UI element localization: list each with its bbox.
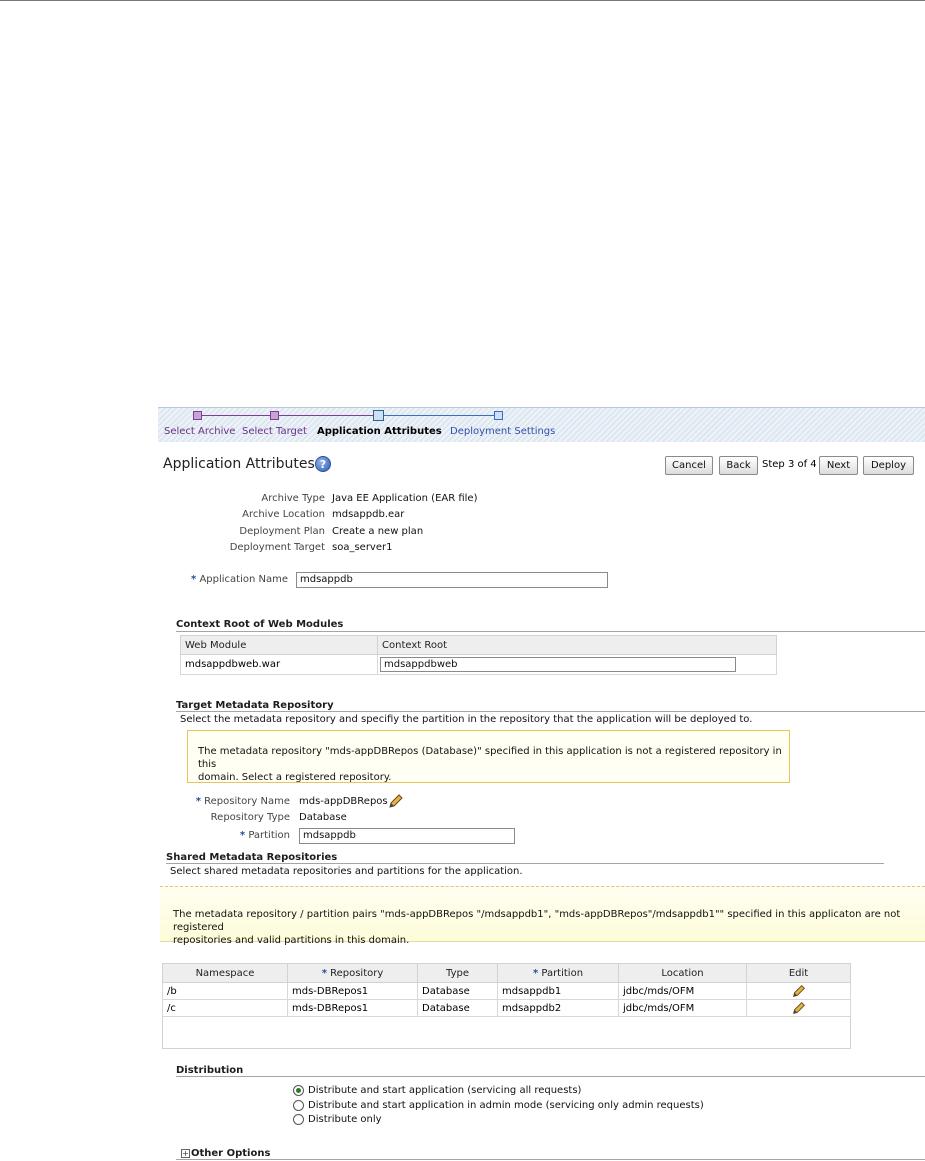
- target-repo-warning: [187, 730, 790, 783]
- step-indicator: Step 3 of 4: [762, 459, 817, 470]
- pencil-icon[interactable]: [387, 792, 405, 810]
- namespace-cell: /b: [163, 983, 288, 1000]
- section-divider: [176, 1159, 925, 1160]
- partition-label-text: Partition: [248, 830, 290, 841]
- target-repo-section-title: Target Metadata Repository: [176, 700, 334, 711]
- archive-type-label: Archive Type: [261, 493, 325, 504]
- column-header-repository-text: Repository: [330, 967, 384, 979]
- next-button[interactable]: Next: [819, 456, 858, 475]
- section-divider: [166, 863, 884, 864]
- column-header-partition-text: Partition: [541, 967, 584, 979]
- column-header-edit: Edit: [747, 964, 851, 983]
- edit-cell: [747, 1000, 851, 1017]
- expand-icon[interactable]: +: [182, 1149, 189, 1158]
- column-header-context-root: Context Root: [378, 636, 777, 655]
- column-header-partition: [498, 964, 619, 983]
- type-cell: Database: [418, 1000, 498, 1017]
- shared-repos-warning: [160, 886, 925, 946]
- train-label-application-attributes: Application Attributes: [317, 426, 442, 437]
- shared-repos-description: Select shared metadata repositories and partitions for the application.: [170, 866, 523, 877]
- train-connector: [384, 415, 494, 416]
- deployment-plan-value: Create a new plan: [332, 526, 424, 537]
- train-label-select-archive[interactable]: Select Archive: [164, 426, 236, 437]
- required-marker: *: [195, 796, 201, 807]
- repository-name-label: [196, 796, 290, 807]
- application-name-label-text: Application Name: [199, 574, 288, 585]
- section-divider: [176, 711, 925, 712]
- location-cell: jdbc/mds/OFM: [619, 1000, 747, 1017]
- cancel-button[interactable]: Cancel: [665, 456, 713, 475]
- warning-text-line: repositories and valid partitions in this domain.: [173, 935, 410, 946]
- column-header-location: Location: [619, 964, 747, 983]
- repository-name-value: mds-appDBRepos: [299, 796, 388, 807]
- help-icon[interactable]: ?: [315, 456, 331, 472]
- application-name-input[interactable]: mdsappdb: [296, 572, 608, 588]
- train-label-select-target[interactable]: Select Target: [242, 426, 307, 437]
- archive-location-value: mdsappdb.ear: [332, 509, 405, 520]
- radio-distribute-and-start[interactable]: [293, 1085, 304, 1096]
- edit-cell: [747, 983, 851, 1000]
- table-header-row: [181, 636, 777, 655]
- application-name-label: [191, 574, 288, 585]
- required-marker: *: [532, 967, 539, 979]
- shared-repos-section-title: Shared Metadata Repositories: [166, 852, 338, 863]
- type-cell: Database: [418, 983, 498, 1000]
- section-divider: [176, 1076, 925, 1077]
- deployment-plan-label: Deployment Plan: [239, 526, 325, 537]
- distribution-section-title: Distribution: [176, 1065, 244, 1076]
- shared-repos-table: [162, 963, 851, 1017]
- column-header-repository: [288, 964, 418, 983]
- partition-label: [240, 830, 290, 841]
- column-header-type: Type: [418, 964, 498, 983]
- column-header-web-module: Web Module: [181, 636, 378, 655]
- namespace-cell: /c: [163, 1000, 288, 1017]
- train-connector: [201, 415, 270, 416]
- repository-type-label: Repository Type: [210, 812, 290, 823]
- radio-label-distribute-only[interactable]: Distribute only: [308, 1114, 382, 1125]
- radio-distribute-admin-mode[interactable]: [293, 1100, 304, 1111]
- train-stop-deployment-settings[interactable]: [494, 411, 503, 420]
- partition-input[interactable]: mdsappdb: [299, 828, 515, 844]
- repository-cell: mds-DBRepos1: [288, 1000, 418, 1017]
- web-module-cell: mdsappdbweb.war: [181, 655, 378, 675]
- repository-name-label-text: Repository Name: [204, 796, 290, 807]
- context-root-section-title: Context Root of Web Modules: [176, 619, 344, 630]
- warning-text-line: The metadata repository "mds-appDBRepos (Database)" specified in this application is not a registered repository in this: [198, 746, 782, 770]
- repository-cell: mds-DBRepos1: [288, 983, 418, 1000]
- train-stop-select-target[interactable]: [270, 411, 279, 420]
- page-title: Application Attributes: [163, 456, 315, 472]
- table-header-row: [163, 964, 851, 983]
- required-marker: *: [321, 967, 327, 979]
- deployment-target-label: Deployment Target: [229, 542, 325, 553]
- target-repo-description: Select the metadata repository and specifiy the partition in the repository that the application will be deployed to.: [180, 714, 753, 725]
- partition-cell: mdsappdb1: [498, 983, 619, 1000]
- pencil-icon[interactable]: [791, 1000, 807, 1016]
- deployment-target-value: soa_server1: [332, 542, 393, 553]
- archive-location-label: Archive Location: [242, 509, 325, 520]
- required-marker: *: [239, 830, 246, 841]
- warning-text-line: domain. Select a registered repository.: [198, 772, 392, 783]
- required-marker: *: [191, 574, 197, 585]
- context-root-input[interactable]: mdsappdbweb: [380, 657, 736, 672]
- archive-type-value: Java EE Application (EAR file): [332, 493, 478, 504]
- radio-label-distribute-admin-mode[interactable]: Distribute and start application in admin mode (servicing only admin requests): [308, 1100, 704, 1111]
- train-stop-select-archive[interactable]: [193, 411, 202, 420]
- table-row: [181, 655, 777, 675]
- back-button[interactable]: Back: [719, 456, 758, 475]
- context-root-cell: [378, 655, 777, 675]
- radio-label-distribute-and-start[interactable]: Distribute and start application (servicing all requests): [308, 1085, 582, 1096]
- context-root-table: [180, 635, 777, 675]
- repository-type-value: Database: [299, 812, 347, 823]
- table-row: [163, 983, 851, 1000]
- train-label-deployment-settings[interactable]: Deployment Settings: [450, 426, 556, 437]
- train-stop-application-attributes: [373, 410, 384, 421]
- section-divider: [176, 631, 925, 632]
- partition-cell: mdsappdb2: [498, 1000, 619, 1017]
- top-border: [0, 0, 925, 1]
- table-row: [163, 1000, 851, 1017]
- pencil-icon[interactable]: [791, 983, 807, 999]
- train-connector: [279, 415, 373, 416]
- deploy-button[interactable]: Deploy: [863, 456, 914, 475]
- column-header-namespace: Namespace: [163, 964, 288, 983]
- location-cell: jdbc/mds/OFM: [619, 983, 747, 1000]
- radio-distribute-only[interactable]: [293, 1114, 304, 1125]
- other-options-toggle[interactable]: Other Options: [191, 1148, 271, 1159]
- warning-text-line: The metadata repository / partition pairs "mds-appDBRepos "/mdsappdb1", "mds-appDBRepos"/mdsappdb1"" specified in this applicaton are not registered: [173, 909, 901, 933]
